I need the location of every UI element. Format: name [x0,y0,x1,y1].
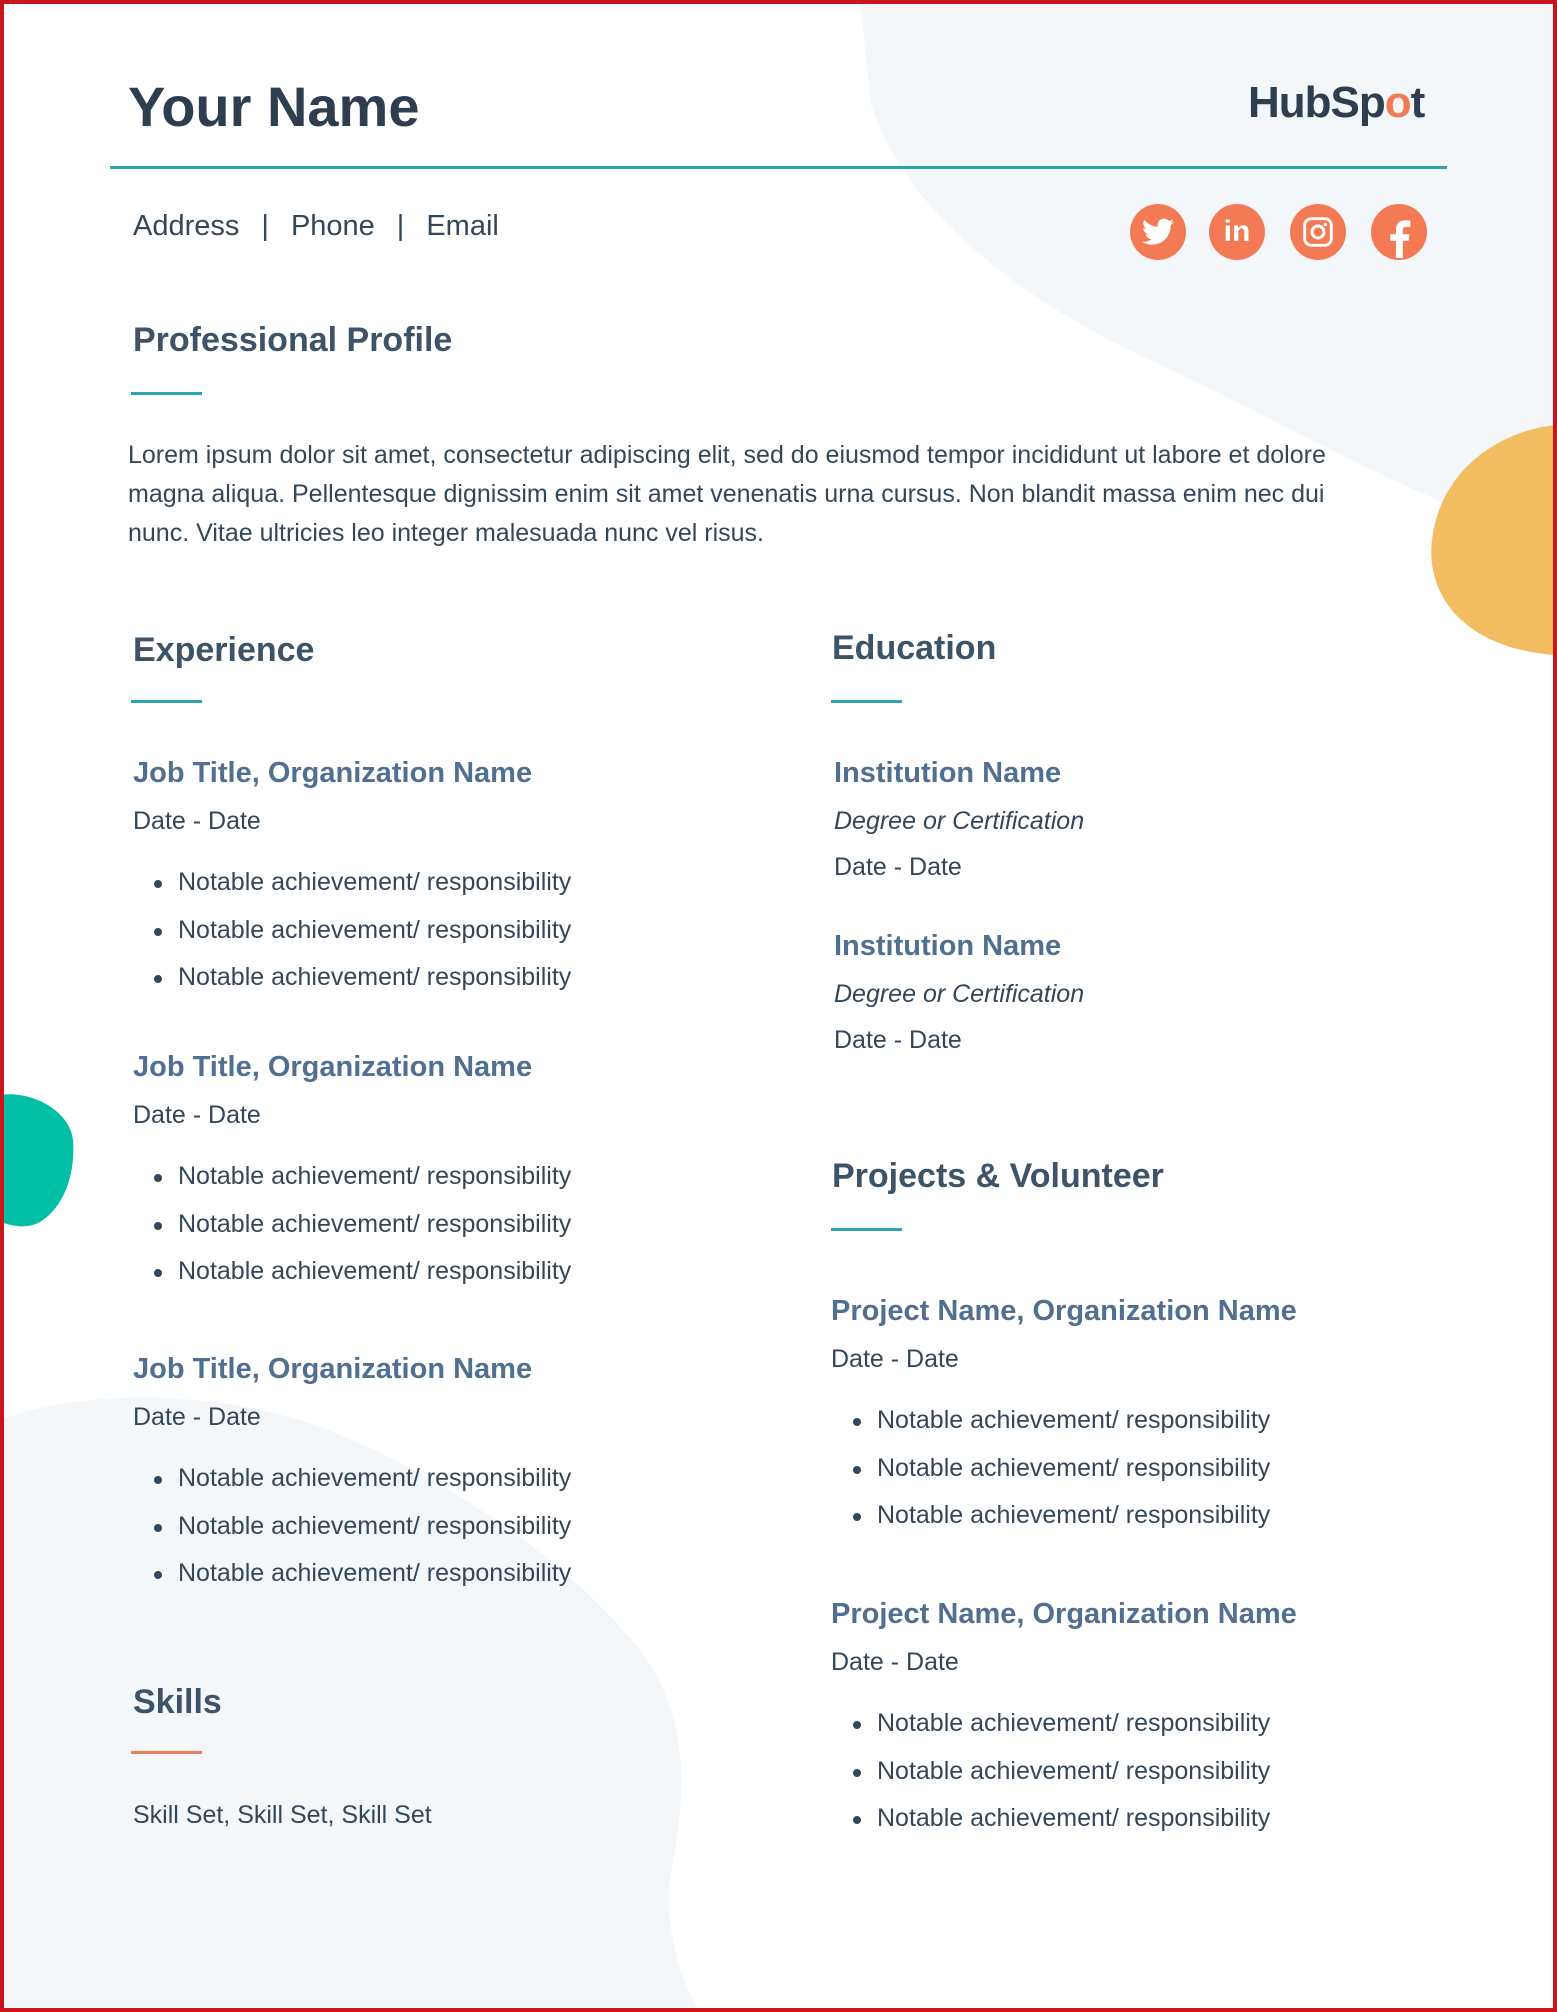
job-title: Job Title, Organization Name [133,1353,533,1385]
heading-underline [131,1751,202,1754]
projects-heading: Projects & Volunteer [832,1157,1164,1195]
achievement-bullet: Notable achievement/ responsibility [178,1209,572,1238]
instagram-link[interactable] [1290,204,1346,260]
achievement-bullet: Notable achievement/ responsibility [877,1756,1271,1785]
achievement-bullet: Notable achievement/ responsibility [877,1709,1271,1737]
hubspot-logo: HubSpot [1248,78,1425,127]
achievement-bullet: Notable achievement/ responsibility [877,1501,1271,1529]
contact-phone: Phone [290,210,375,242]
skills-heading: Skills [133,1683,222,1721]
achievement-bullet: Notable achievement/ responsibility [178,963,572,991]
project-date: Date - Date [831,1648,959,1676]
heading-underline [131,700,202,703]
project-title: Project Name, Organization Name [831,1295,1297,1327]
education-date: Date - Date [834,853,962,881]
profile-heading: Professional Profile [133,321,453,359]
achievement-bullet: Notable achievement/ responsibility [178,1257,572,1285]
job-date: Date - Date [133,1403,261,1431]
job-title: Job Title, Organization Name [133,757,533,789]
skills-text: Skill Set, Skill Set, Skill Set [133,1801,432,1829]
degree: Degree or Certification [834,807,1085,835]
job-date: Date - Date [133,807,261,835]
degree: Degree or Certification [834,980,1085,1008]
project-date: Date - Date [831,1345,959,1373]
header-divider [110,166,1447,169]
contact-address: Address [133,210,240,242]
project-title: Project Name, Organization Name [831,1598,1297,1630]
separator: | [396,210,405,242]
candidate-name: Your Name [128,75,420,138]
twitter-icon [1142,218,1174,246]
facebook-link[interactable] [1371,204,1427,260]
achievement-bullet: Notable achievement/ responsibility [877,1406,1271,1434]
linkedin-icon: in [1223,215,1251,248]
linkedin-link[interactable] [1209,204,1265,260]
achievement-bullet: Notable achievement/ responsibility [178,1464,572,1492]
achievement-bullet: Notable achievement/ responsibility [178,1162,572,1190]
separator: | [261,210,269,242]
experience-heading: Experience [133,631,315,669]
institution-name: Institution Name [834,757,1062,789]
teal-blob [0,1094,73,1226]
heading-underline [831,1228,902,1231]
achievement-bullet: Notable achievement/ responsibility [178,915,572,944]
facebook-icon [1384,220,1414,258]
profile-text: Lorem ipsum dolor sit amet, consectetur adipiscing elit, sed do eiusmod tempor incididunt ut labore et dolore magna aliqua. Pellentesque dignissim enim sit amet venenatis urna cursus. Non blandit massa enim nec dui nunc. Vitae ultricies leo integer malesuada nunc vel risus. [128,441,1326,547]
instagram-icon [1302,216,1334,248]
job-title: Job Title, Organization Name [133,1051,533,1083]
heading-underline [831,700,902,703]
heading-underline [131,392,202,395]
job-date: Date - Date [133,1101,261,1129]
contact-info [133,210,499,243]
twitter-link[interactable] [1130,204,1186,260]
achievement-bullet: Notable achievement/ responsibility [178,868,572,896]
institution-name: Institution Name [834,930,1062,962]
achievement-bullet: Notable achievement/ responsibility [178,1511,572,1540]
achievement-bullet: Notable achievement/ responsibility [877,1804,1271,1832]
achievement-bullet: Notable achievement/ responsibility [178,1559,572,1587]
achievement-bullet: Notable achievement/ responsibility [877,1453,1271,1482]
contact-email: Email [426,210,499,242]
education-date: Date - Date [834,1026,962,1054]
education-heading: Education [832,629,997,667]
